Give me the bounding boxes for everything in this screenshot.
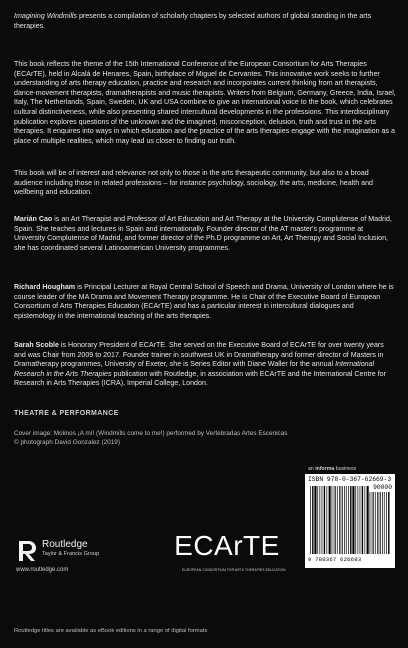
barcode-bar: [358, 486, 359, 554]
bio-marian-cao: [14, 215, 396, 253]
barcode-bar: [362, 486, 363, 554]
barcode-bar: [382, 492, 383, 554]
barcode-bar: [379, 492, 380, 554]
barcode-bar: [373, 492, 374, 554]
barcode-bar: [388, 492, 389, 554]
isbn-number: ISBN 978-0-367-62669-3: [308, 476, 392, 483]
barcode-bar: [350, 486, 351, 554]
description-paragraph-1: [14, 60, 396, 146]
barcode-bar: [360, 486, 361, 554]
informa-suffix: business: [334, 466, 357, 472]
barcode-bar: [380, 492, 381, 554]
ecarte-subtitle: EUROPEAN CONSORTIUM FOR ARTS THERAPIES EDUCATION: [182, 568, 286, 572]
book-title: Imagining Windmills: [14, 12, 78, 20]
cover-credit: [14, 430, 287, 447]
barcode-bar: [377, 492, 378, 554]
publisher-url: www.routledge.com: [16, 567, 69, 573]
bio-richard-hougham: [14, 283, 396, 321]
ecarte-wordmark: ECArTE: [174, 530, 280, 561]
bio-text: is Principal Lecturer at Royal Central School of Speech and Drama, University of London where he is course leader of the MA Drama and Movement Therapy programme. He is Chair of the Executive Board of European Consortium of Arts Therapies Education (ECArTE) and has a particular interest in intercultural dialogues and epistemology in the international teaching of the arts therapies.: [14, 283, 394, 320]
publisher-group: Taylor & Francis Group: [42, 551, 100, 557]
series-title: International Research in the Arts Therapies: [14, 360, 375, 378]
barcode-bar: [372, 492, 373, 554]
intro-text: presents a compilation of scholarly chapters by selected authors of global standing in the arts therapies.: [14, 12, 372, 30]
isbn-label: [308, 476, 392, 491]
bio-name: Sarah Scoble: [14, 341, 59, 349]
bio-text: is an Art Therapist and Professor of Art Education and Art Therapy at the University Complutense of Madrid, Spain. She teaches and lectures in Spain and internationally. Founder director of the AT master's programme at University Complutense of Madrid, and former director of the Ph.D programme on Art, Art Therapy and Social Inclusion, she has coordinated several Latinoamerican University programmes.: [14, 215, 392, 252]
intro-paragraph: [14, 12, 396, 31]
informa-brand: informa: [315, 466, 335, 472]
informa-tagline: [308, 466, 356, 472]
description-paragraph-2: [14, 169, 396, 198]
bio-text: publication with Routledge, in association with ECArTE and the International Centre for Research in Arts Therapies (ICRA), Imperial College, London.: [14, 369, 386, 388]
price-code: 90000: [373, 484, 392, 491]
bio-text: is Honorary President of ECArTE. She served on the Executive Board of ECArTE for over twenty years and was Chair from 2009 to 2017. Founder trainer in southwest UK in Dramatherapy and former director of Masters in Dramatherapy programmes, University of Exeter, she is Series Editor with Diane Waller for the annual: [14, 341, 384, 369]
bio-sarah-scoble: [14, 341, 396, 389]
barcode-bar: [384, 492, 385, 554]
barcode-bar: [367, 486, 369, 554]
routledge-emblem-icon: [16, 539, 38, 563]
barcode-bar: [355, 486, 356, 554]
bio-name: Marián Cao: [14, 215, 53, 223]
bio-name: Richard Hougham: [14, 283, 76, 291]
routledge-logo: [16, 539, 126, 589]
barcode-bar: [386, 492, 387, 554]
description-text-1: This book reflects the theme of the 15th International Conference of the European Consortium for Arts Therapies (ECArTE), held in Alcalá de Henares, Spain, birthplace of Miguel de Cervantes. This innovative work seeks to further understanding of arts therapy education, practice and research and incorporates current thinking from art therapists, dance-movement therapists, dramatherapists and music therapists. Writers from Belgium, Germany, Greece, India, Israel, Italy, The Netherlands, Spain, Sweden, UK and USA combine to give an international voice to the book, which celebrates cultural distinctiveness, while also presenting shared intercultural developments in the professions. This interdisciplinary publication explores questions of the unknown and the imagined, misconception, delusion, truth and trust in the arts therapies. It enquires into ways in which education and the practice of the arts therapies engage with the imagination as a place of multiple realities, which may lead us closer to finding our truth.: [14, 60, 396, 145]
cover-credit-line-1: Cover image: Molinos ¡A mí! (Windmills come to me!) performed by Vertebradas Artes Escenicas: [14, 430, 288, 437]
barcode-bar: [375, 492, 376, 554]
barcode-bar: [348, 486, 349, 554]
cover-credit-line-2: © photograph David Gonzalez (2019): [14, 438, 120, 446]
barcode-bar: [352, 486, 354, 554]
description-text-2: This book will be of interest and relevance not only to those in the arts therapeutic community, but also to a broad audience including those in related professions – for instance psychology, sociology, the arts, medicine, health and wellbeing and education.: [14, 169, 373, 197]
subject-category: THEATRE & PERFORMANCE: [14, 410, 119, 417]
barcode-bar: [370, 492, 371, 554]
ebook-note: Routledge titles are available as eBook editions in a range of digital formats: [14, 628, 208, 634]
barcode-bar: [365, 486, 366, 554]
informa-prefix: an: [308, 466, 316, 472]
barcode-digits: 9 780367 626693: [308, 556, 362, 563]
ecarte-logo: [168, 530, 348, 580]
publisher-name: Routledge: [42, 539, 88, 550]
